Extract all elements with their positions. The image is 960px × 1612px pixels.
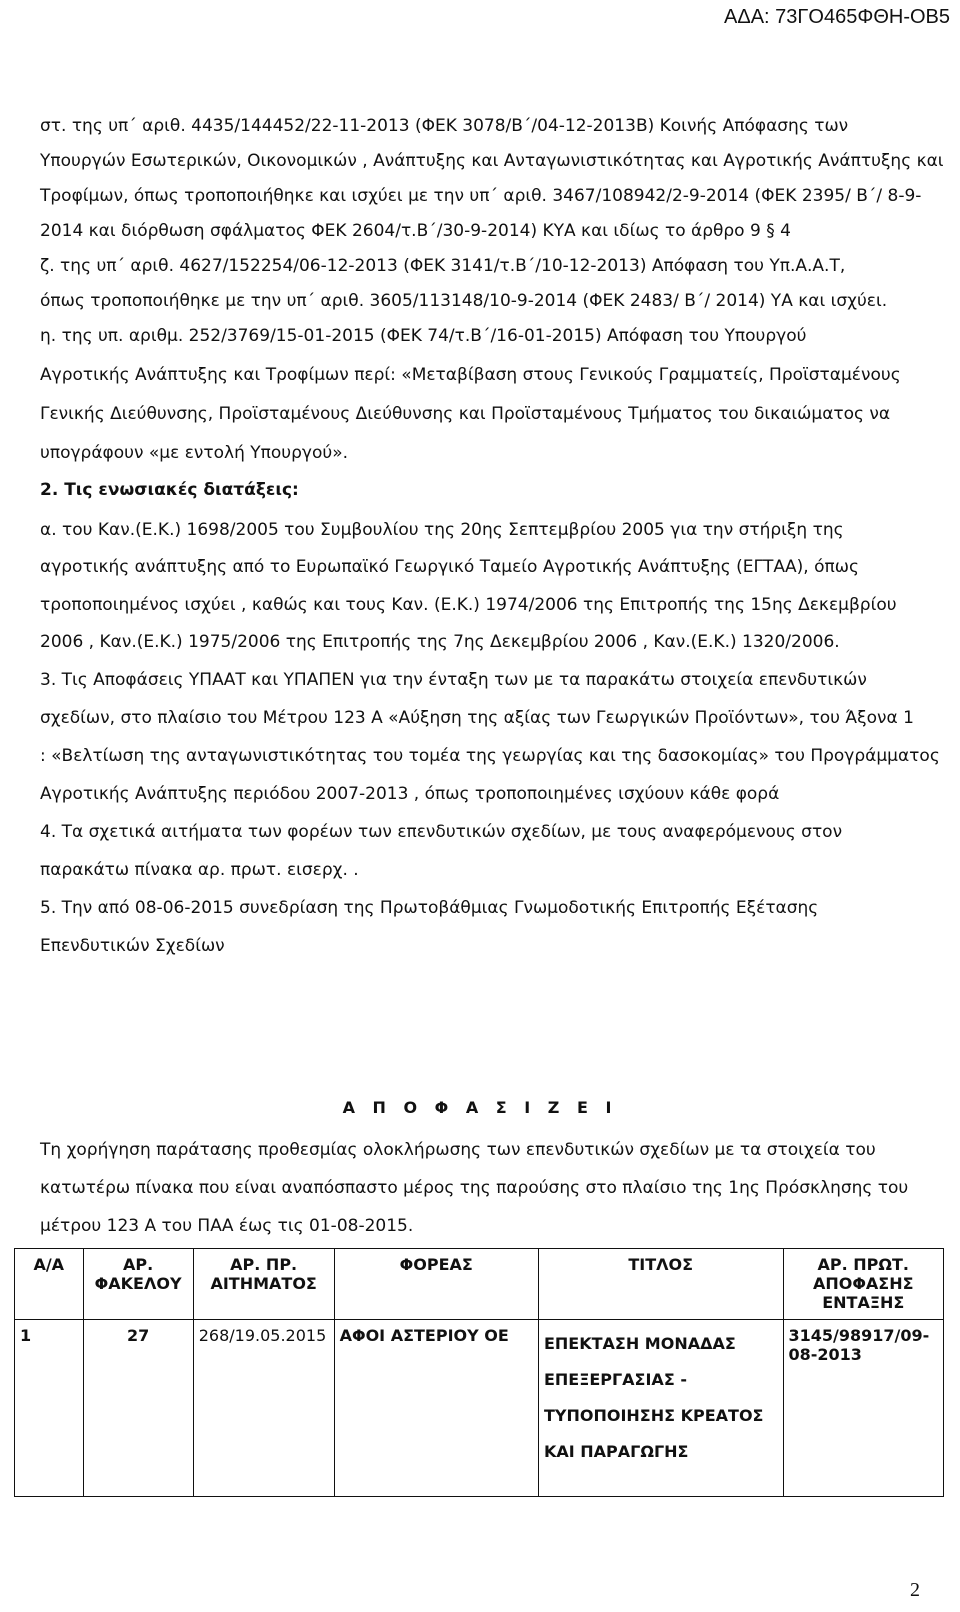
header-foreas: ΦΟΡΕΑΣ: [334, 1249, 538, 1320]
header-aa: Α/Α: [15, 1249, 84, 1320]
text-line: Υπουργών Εσωτερικών, Οικονομικών , Ανάπτυξης και Ανταγωνιστικότητας και Αγροτικής Ανάπτυξης και: [40, 151, 944, 171]
text-line: Επενδυτικών Σχεδίων: [40, 936, 225, 956]
header-fakelos: ΑΡ. ΦΑΚΕΛΟΥ: [83, 1249, 193, 1320]
text-line: ζ. της υπ΄ αριθ. 4627/152254/06-12-2013 (ΦΕΚ 3141/τ.Β΄/10-12-2013) Απόφαση του Υπ.Α.Α.Τ,: [40, 256, 846, 276]
table-header-row: [15, 1249, 944, 1320]
text-line: : «Βελτίωση της ανταγωνιστικότητας του τομέα της γεωργίας και της δασοκομίας» του Προγράμματος: [40, 746, 940, 766]
cell-titlos: ΕΠΕΚΤΑΣΗ ΜΟΝΑΔΑΣ ΕΠΕΞΕΡΓΑΣΙΑΣ - ΤΥΠΟΠΟΙΗΣΗΣ ΚΡΕΑΤΟΣ ΚΑΙ ΠΑΡΑΓΩΓΗΣ: [538, 1320, 783, 1497]
ada-code: ΑΔΑ: 73ΓΟ465ΦΘΗ-ΟΒ5: [724, 6, 950, 28]
cell-apofasi: 3145/98917/09-08-2013: [783, 1320, 944, 1497]
text-line: όπως τροποποιήθηκε με την υπ΄ αριθ. 3605/113148/10-9-2014 (ΦΕΚ 2483/ Β΄/ 2014) ΥΑ και ισχύει.: [40, 291, 888, 311]
text-line: 4. Τα σχετικά αιτήματα των φορέων των επενδυτικών σχεδίων, με τους αναφερόμενους στον: [40, 822, 843, 842]
text-line: 2006 , Καν.(Ε.Κ.) 1975/2006 της Επιτροπής της 7ης Δεκεμβρίου 2006 , Καν.(Ε.Κ.) 1320/2006.: [40, 632, 840, 652]
section-heading: 2. Τις ενωσιακές διατάξεις:: [40, 480, 299, 500]
projects-table: [14, 1248, 944, 1497]
cell-aa: 1: [15, 1320, 84, 1497]
decision-line: Τη χορήγηση παράτασης προθεσμίας ολοκλήρωσης των επενδυτικών σχεδίων με τα στοιχεία του: [40, 1140, 876, 1160]
text-line: 2014 και διόρθωση σφάλματος ΦΕΚ 2604/τ.Β΄/30-9-2014) ΚΥΑ και ιδίως το άρθρο 9 § 4: [40, 221, 791, 241]
decision-line: μέτρου 123 Α του ΠΑΑ έως τις 01-08-2015.: [40, 1216, 414, 1236]
table-row: [15, 1320, 944, 1497]
text-line: Αγροτικής Ανάπτυξης περιόδου 2007-2013 , όπως τροποποιημένες ισχύουν κάθε φορά: [40, 784, 780, 804]
cell-foreas: ΑΦΟΙ ΑΣΤΕΡΙΟΥ ΟΕ: [334, 1320, 538, 1497]
text-line: Τροφίμων, όπως τροποποιήθηκε και ισχύει με την υπ΄ αριθ. 3467/108942/2-9-2014 (ΦΕΚ 2395/ Β΄/ 8-9-: [40, 186, 922, 206]
text-line: η. της υπ. αριθμ. 252/3769/15-01-2015 (ΦΕΚ 74/τ.Β΄/16-01-2015) Απόφαση του Υπουργού: [40, 326, 807, 346]
header-aitima: ΑΡ. ΠΡ. ΑΙΤΗΜΑΤΟΣ: [193, 1249, 334, 1320]
header-titlos: ΤΙΤΛΟΣ: [538, 1249, 783, 1320]
header-apofasi: ΑΡ. ΠΡΩΤ. ΑΠΟΦΑΣΗΣ ΕΝΤΑΞΗΣ: [783, 1249, 944, 1320]
text-line: αγροτικής ανάπτυξης από το Ευρωπαϊκό Γεωργικό Ταμείο Αγροτικής Ανάπτυξης (ΕΓΤΑΑ), όπως: [40, 557, 859, 577]
cell-aitima: 268/19.05.2015: [193, 1320, 334, 1497]
decision-heading: Α Π Ο Φ Α Σ Ι Ζ Ε Ι: [342, 1098, 618, 1117]
text-line: Γενικής Διεύθυνσης, Προϊσταμένους Διεύθυνσης και Προϊσταμένους Τμήματος του δικαιώματος να: [40, 404, 891, 424]
text-line: 3. Τις Αποφάσεις ΥΠΑΑΤ και ΥΠΑΠΕΝ για την ένταξη των με τα παρακάτω στοιχεία επενδυτικών: [40, 670, 867, 690]
text-line: υπογράφουν «με εντολή Υπουργού».: [40, 443, 349, 463]
text-line: σχεδίων, στο πλαίσιο του Μέτρου 123 Α «Αύξηση της αξίας των Γεωργικών Προϊόντων», του Άξονα 1: [40, 708, 914, 728]
text-line: τροποποιημένος ισχύει , καθώς και τους Καν. (Ε.Κ.) 1974/2006 της Επιτροπής της 15ης Δεκεμβρίου: [40, 595, 897, 615]
page-number: 2: [910, 1579, 920, 1601]
text-line: Αγροτικής Ανάπτυξης και Τροφίμων περί: «Μεταβίβαση στους Γενικούς Γραμματείς, Προϊσταμένους: [40, 365, 901, 385]
text-line: 5. Την από 08-06-2015 συνεδρίαση της Πρωτοβάθμιας Γνωμοδοτικής Επιτροπής Εξέτασης: [40, 898, 819, 918]
cell-fakelos: 27: [83, 1320, 193, 1497]
decision-line: κατωτέρω πίνακα που είναι αναπόσπαστο μέρος της παρούσης στο πλαίσιο της 1ης Πρόσκλησης του: [40, 1178, 909, 1198]
text-line: στ. της υπ΄ αριθ. 4435/144452/22-11-2013 (ΦΕΚ 3078/Β΄/04-12-2013Β) Κοινής Απόφασης των: [40, 116, 849, 136]
text-line: παρακάτω πίνακα αρ. πρωτ. εισερχ. .: [40, 860, 359, 880]
text-line: α. του Καν.(Ε.Κ.) 1698/2005 του Συμβουλίου της 20ης Σεπτεμβρίου 2005 για την στήριξη της: [40, 520, 844, 540]
